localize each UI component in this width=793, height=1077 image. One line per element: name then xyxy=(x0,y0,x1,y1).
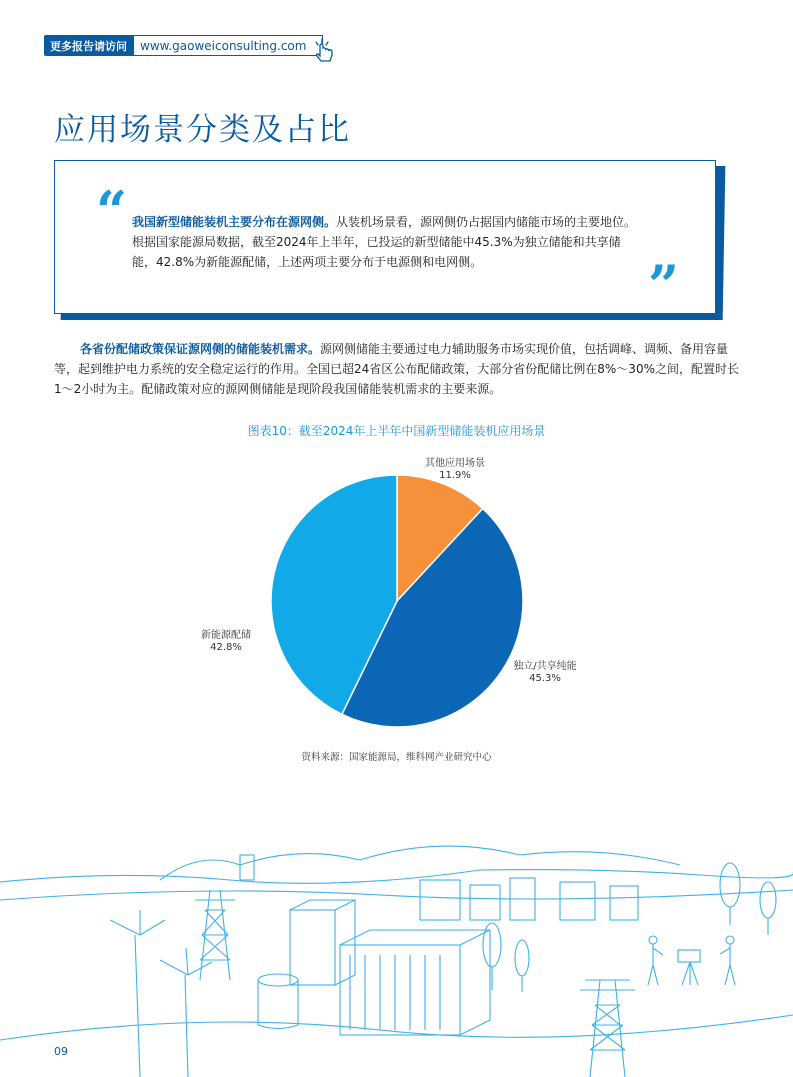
close-quote-icon: ” xyxy=(648,253,680,317)
slice-label: 独立/共享纯能 xyxy=(513,661,577,672)
header-badge[interactable] xyxy=(44,35,323,56)
source-note: 资料来源：国家能源局，维科网产业研究中心 xyxy=(301,752,492,763)
slice-value: 11.9% xyxy=(439,470,471,481)
page-number: 09 xyxy=(54,1045,68,1058)
pointer-hand-icon xyxy=(306,36,338,64)
slice-value: 45.3% xyxy=(529,673,561,684)
energy-landscape-illustration xyxy=(0,840,793,1077)
open-quote-icon: “ xyxy=(96,179,128,243)
quote-highlight: 我国新型储能装机主要分布在源网侧。 xyxy=(132,215,337,229)
quote-body: 从装机场景看，源网侧仍占据国内储能市场的主要地位。根据国家能源局数据，截至2024年上半年，已投运的新型储能中45.3%为独立储能和共享储能，42.8%为新能源配储，上述两项主要分布于电源侧和电网侧。 xyxy=(132,215,637,269)
paragraph-body: 源网侧储能主要通过电力辅助服务市场实现价值，包括调峰、调频、备用容量等，起到维护电力系统的安全稳定运行的作用。全国已超24省区公布配储政策，大部分省份配储比例在8%～30%之间，配置时长1～2小时为主。配储政策对应的源网侧储能是现阶段我国储能装机需求的主要来源。 xyxy=(54,342,739,396)
slice-label: 其他应用场景 xyxy=(425,458,485,469)
website-link[interactable]: www.gaoweiconsulting.com xyxy=(133,35,323,56)
pie-chart xyxy=(190,445,610,745)
slice-label: 新能源配储 xyxy=(201,630,251,641)
page-title: 应用场景分类及占比 xyxy=(54,112,351,148)
badge-label: 更多报告请访问 xyxy=(44,35,133,56)
quote-text xyxy=(132,212,637,272)
body-paragraph xyxy=(54,339,740,399)
slice-value: 42.8% xyxy=(210,642,242,653)
chart-title: 图表10：截至2024年上半年中国新型储能装机应用场景 xyxy=(247,424,546,438)
paragraph-highlight: 各省份配储政策保证源网侧的储能装机需求。 xyxy=(80,342,321,356)
